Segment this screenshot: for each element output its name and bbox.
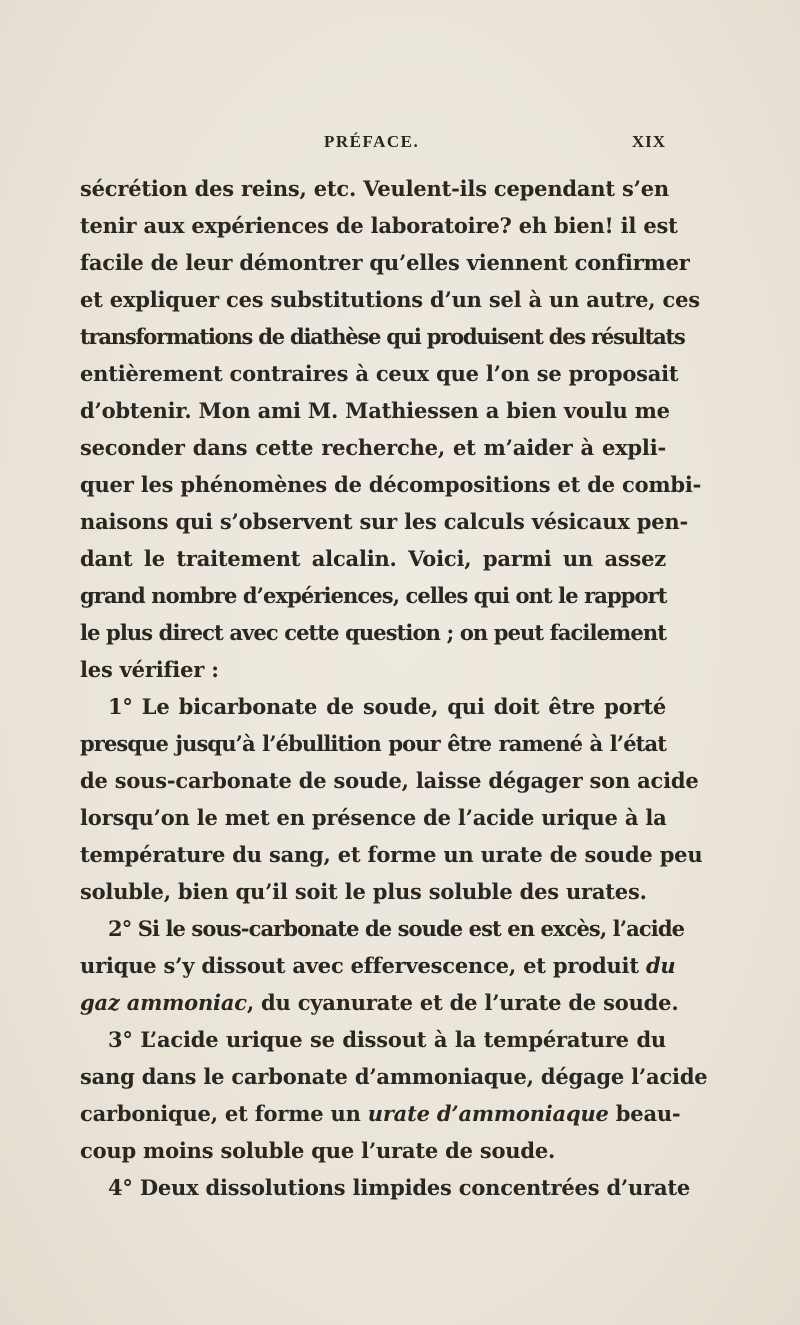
text-line: entièrement contraires à ceux que l’on se proposait (80, 361, 679, 386)
text-line: 1° Le bicarbonate de soude, qui doit être porté (108, 694, 666, 719)
text-line: 2° Si le sous-carbonate de soude est en excès, l’acide (108, 916, 685, 941)
body-text (80, 170, 708, 1206)
text-line: tenir aux expériences de laboratoire? eh bien! il est (80, 213, 678, 238)
text-line: facile de leur démontrer qu’elles viennent confirmer (80, 250, 690, 275)
page-number: XIX (631, 132, 666, 151)
text-line: le plus direct avec cette question ; on peut facilement (80, 620, 666, 645)
text-line: d’obtenir. Mon ami M. Mathiessen a bien voulu me (80, 398, 670, 423)
text-line: carbonique, et forme un urate d’ammoniaque beau- (80, 1101, 681, 1126)
text-line: de sous-carbonate de soude, laisse dégager son acide (80, 768, 699, 793)
text-line: lorsqu’on le met en présence de l’acide urique à la (80, 805, 667, 830)
text-line: presque jusqu’à l’ébullition pour être ramené à l’état (80, 731, 666, 756)
text-line: transformations de diathèse qui produisent des résultats (80, 324, 685, 349)
running-head (80, 132, 666, 156)
text-line: quer les phénomènes de décompositions et de combi- (80, 472, 702, 497)
text-line: gaz ammoniac, du cyanurate et de l’urate de soude. (80, 990, 679, 1015)
text-line: seconder dans cette recherche, et m’aider à expli- (80, 435, 666, 460)
text-line: les vérifier : (80, 657, 219, 682)
text-line: naisons qui s’observent sur les calculs vésicaux pen- (80, 509, 688, 534)
text-line: dant le traitement alcalin. Voici, parmi un assez (80, 546, 666, 571)
text-line: 3° L’acide urique se dissout à la température du (108, 1027, 666, 1052)
text-line: sang dans le carbonate d’ammoniaque, dégage l’acide (80, 1064, 708, 1089)
text-line: grand nombre d’expériences, celles qui ont le rapport (80, 583, 667, 608)
running-title: PRÉFACE. (324, 132, 420, 151)
text-line: soluble, bien qu’il soit le plus soluble des urates. (80, 879, 647, 904)
text-line: sécrétion des reins, etc. Veulent-ils cependant s’en (80, 176, 669, 201)
italic-term: gaz ammoniac (80, 990, 247, 1015)
text-line: coup moins soluble que l’urate de soude. (80, 1138, 556, 1163)
text-line: température du sang, et forme un urate de soude peu (80, 842, 703, 867)
italic-term: du (645, 953, 676, 978)
text-line: urique s’y dissout avec effervescence, et produit du (80, 953, 676, 978)
text-line: 4° Deux dissolutions limpides concentrées d’urate (108, 1175, 691, 1200)
text-line: et expliquer ces substitutions d’un sel à un autre, ces (80, 287, 700, 312)
italic-term: urate d’ammoniaque (367, 1101, 609, 1126)
